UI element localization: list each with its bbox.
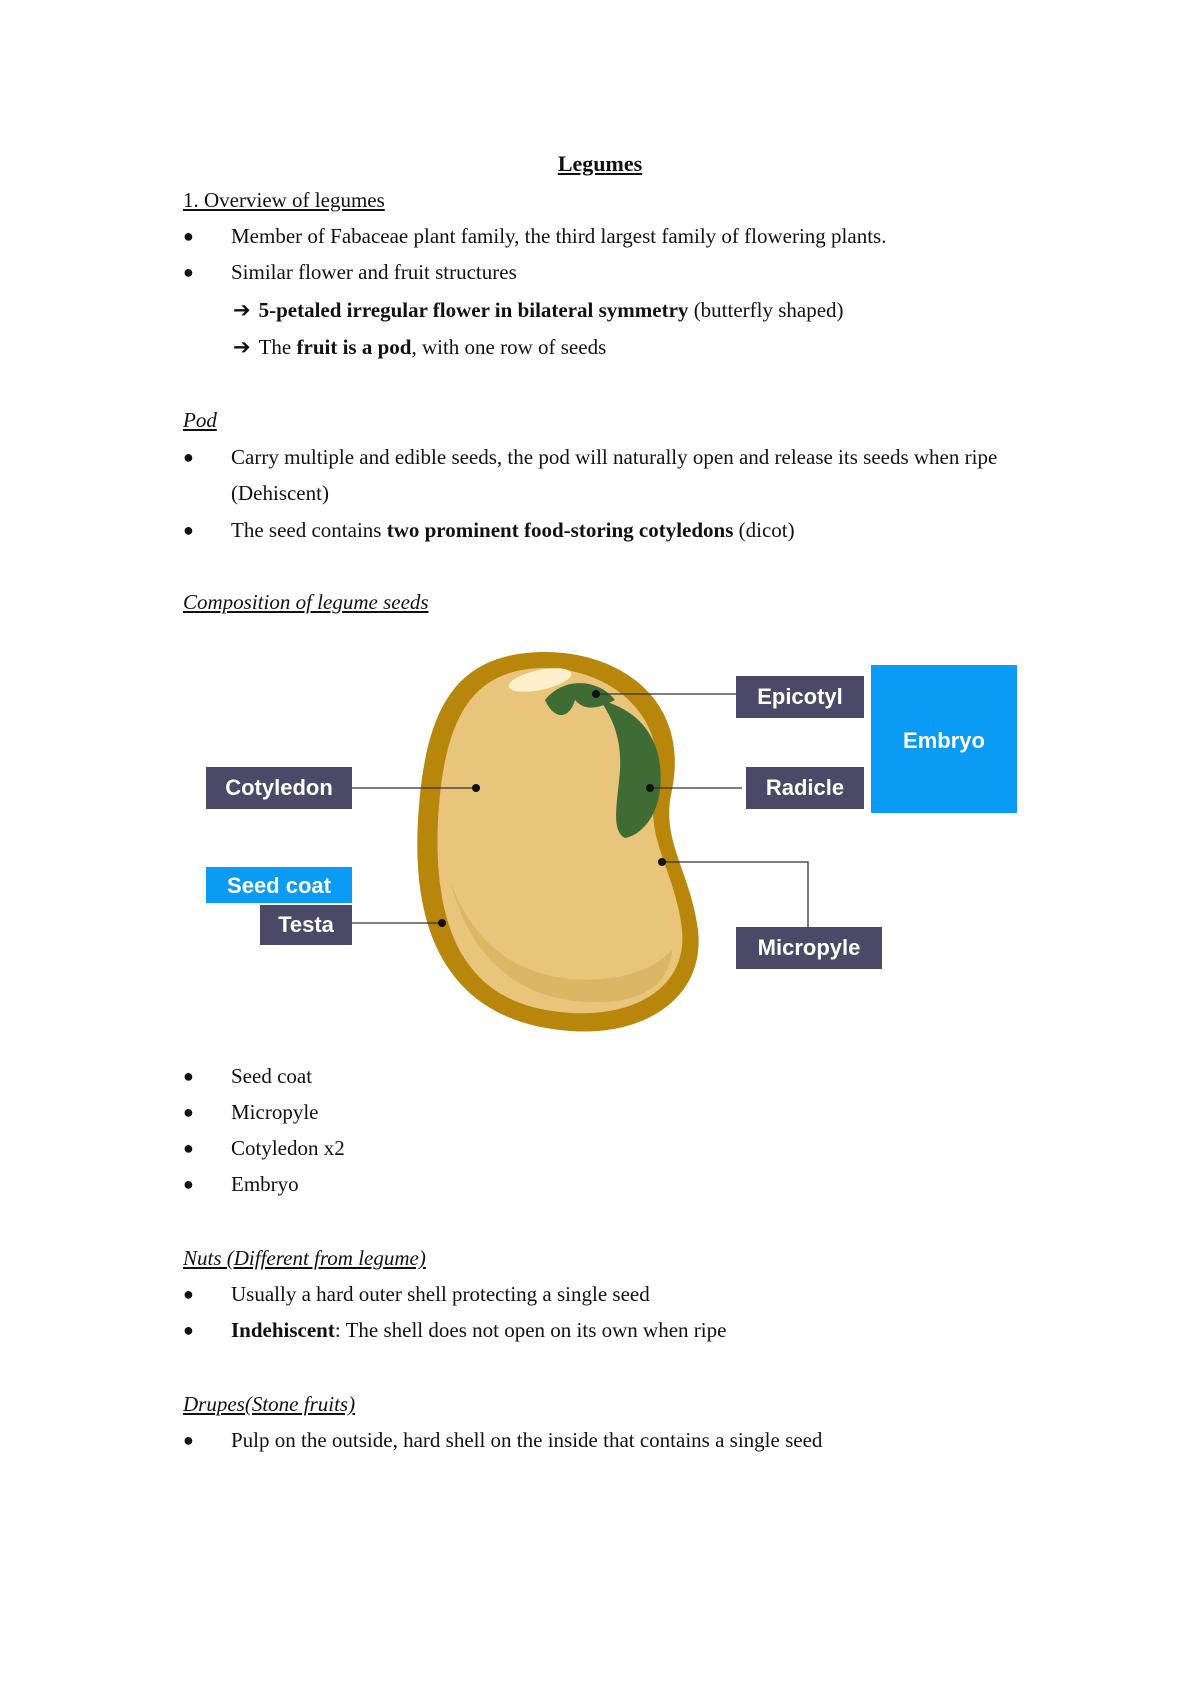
bullet-icon: ● xyxy=(183,226,194,246)
composition-heading: Composition of legume seeds xyxy=(183,590,429,614)
micropyle-label: Micropyle xyxy=(757,935,861,960)
list-item xyxy=(183,1094,1023,1130)
embryo-label: Embryo xyxy=(903,728,985,753)
bullet-text: Seed coat xyxy=(231,1064,313,1088)
cotyledon-point xyxy=(472,784,480,792)
arrow-right-icon: ➔ xyxy=(233,298,251,322)
bullet-text-part: The seed contains xyxy=(231,518,387,542)
epicotyl-point xyxy=(592,690,600,698)
arrow-right-icon: ➔ xyxy=(233,335,251,359)
overview-heading: 1. Overview of legumes xyxy=(183,188,385,212)
bullet-icon: ● xyxy=(183,262,194,282)
bullet-icon: ● xyxy=(183,1320,194,1340)
bullet-icon: ● xyxy=(183,447,194,467)
bullet-bold-text: Indehiscent xyxy=(231,1318,335,1342)
bullet-icon: ● xyxy=(183,520,194,540)
arrow-bold-text: fruit is a pod xyxy=(296,335,412,359)
bullet-text-part: (dicot) xyxy=(733,518,795,542)
bullet-text: Usually a hard outer shell protecting a single seed xyxy=(231,1282,650,1306)
list-item xyxy=(183,1312,1023,1348)
bullet-icon: ● xyxy=(183,1284,194,1304)
bullet-icon: ● xyxy=(183,1174,194,1194)
nuts-heading: Nuts (Different from legume) xyxy=(183,1246,426,1270)
testa-label: Testa xyxy=(278,912,334,937)
bullet-icon: ● xyxy=(183,1138,194,1158)
cotyledon-label: Cotyledon xyxy=(225,775,333,800)
bullet-text: Micropyle xyxy=(231,1100,319,1124)
arrow-text: , with one row of seeds xyxy=(411,335,607,359)
list-item xyxy=(183,1276,1023,1312)
arrow-text: The xyxy=(258,335,297,359)
list-item xyxy=(183,1130,1023,1166)
bullet-text: Member of Fabaceae plant family, the third largest family of flowering plants. xyxy=(231,224,887,248)
bullet-icon: ● xyxy=(183,1430,194,1450)
drupes-heading: Drupes(Stone fruits) xyxy=(183,1392,356,1416)
list-item xyxy=(183,1166,1023,1202)
micropyle-point xyxy=(658,858,666,866)
bullet-icon: ● xyxy=(183,1066,194,1086)
list-item xyxy=(183,1058,1023,1094)
bullet-icon: ● xyxy=(183,1102,194,1122)
radicle-point xyxy=(646,784,654,792)
bullet-text-part: : The shell does not open on its own when ripe xyxy=(334,1318,727,1342)
bullet-text: Embryo xyxy=(231,1172,299,1196)
radicle-label: Radicle xyxy=(765,775,845,800)
bullet-text: Carry multiple and edible seeds, the pod will naturally open and release its seeds when ripe (Dehiscent) xyxy=(231,445,998,505)
list-item xyxy=(183,1422,1023,1458)
seed-coat-label: Seed coat xyxy=(227,873,331,898)
title-text: Legumes xyxy=(557,151,643,176)
arrow-bold-text: 5-petaled irregular flower in bilateral symmetry xyxy=(258,298,689,322)
pod-heading: Pod xyxy=(183,408,217,432)
bullet-text: Cotyledon x2 xyxy=(231,1136,345,1160)
bullet-text: Similar flower and fruit structures xyxy=(231,260,517,284)
bullet-bold-text: two prominent food-storing cotyledons xyxy=(386,518,734,542)
arrow-text: (butterfly shaped) xyxy=(688,298,844,322)
bullet-text xyxy=(231,1312,1023,1348)
epicotyl-label: Epicotyl xyxy=(757,684,843,709)
testa-point xyxy=(438,919,446,927)
bullet-text: Pulp on the outside, hard shell on the inside that contains a single seed xyxy=(231,1428,823,1452)
